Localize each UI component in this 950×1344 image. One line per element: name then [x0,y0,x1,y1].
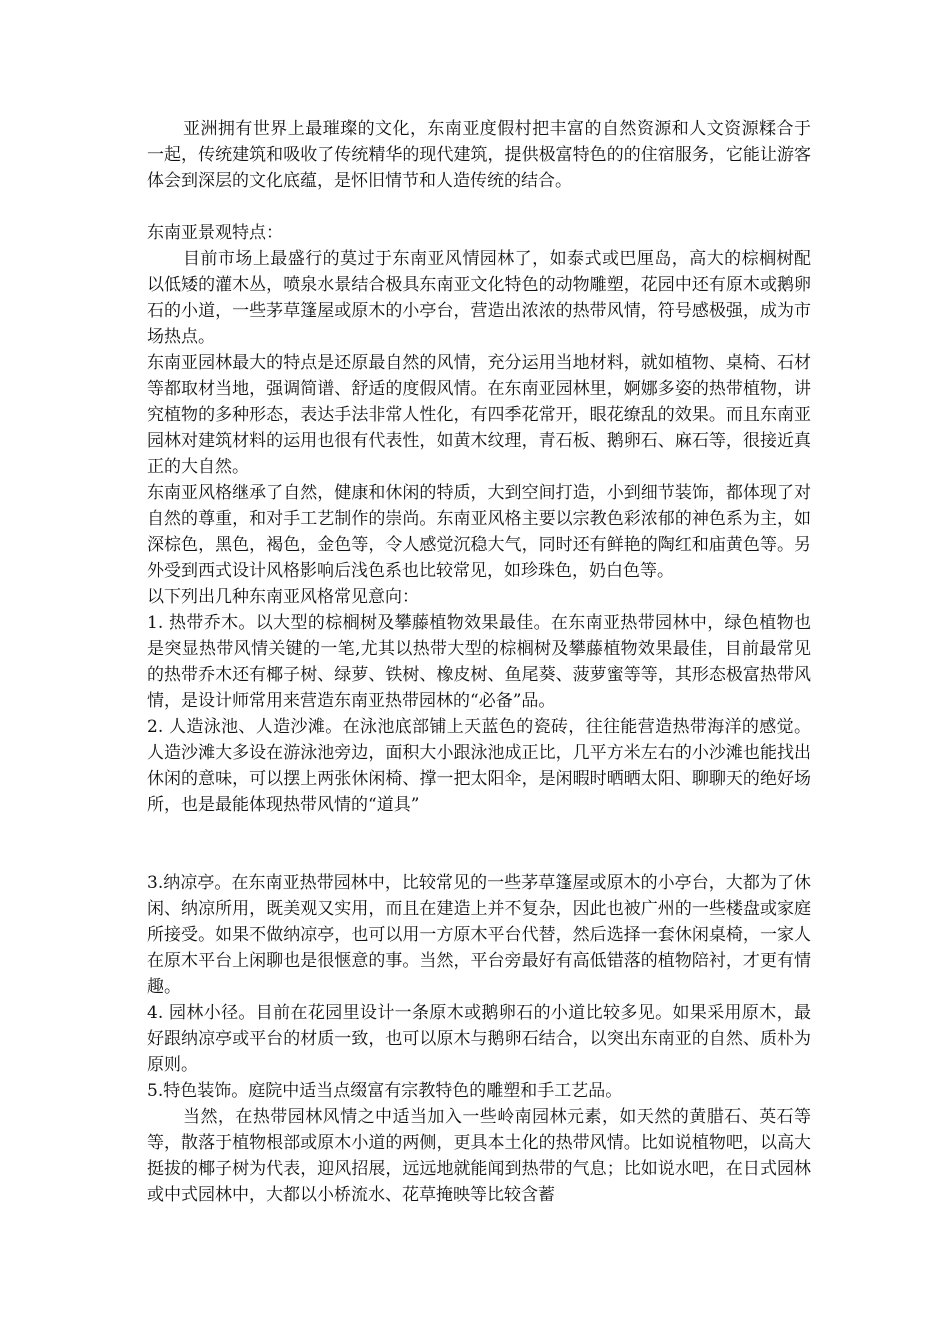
list-item-pool-beach: 2. 人造泳池、人造沙滩。在泳池底部铺上天蓝色的瓷砖，往往能营造热带海洋的感觉。人造沙滩大多设在游泳池旁边，面积大小跟泳池成正比，几平方米左右的小沙滩也能找出休闲的意味，可以摆上两张休闲椅、撑一把太阳伞，是闲暇时晒晒太阳、聊聊天的绝好场所，也是最能体现热带风情的“道具” [147,717,811,815]
document-body [147,116,811,1208]
list-item-tropical-trees: 1. 热带乔木。以大型的棕榈树及攀藤植物效果最佳。在东南亚热带园林中，绿色植物也是突显热带风情关键的一笔,尤其以热带大型的棕榈树及攀藤植物效果最佳，目前最常见的热带乔木还有椰子树、绿萝、铁树、橡皮树、鱼尾葵、菠萝蜜等等，其形态极富热带风情，是设计师常用来营造东南亚热带园林的“必备”品。 [147,613,811,711]
blank-lines [147,818,811,870]
blank-line [147,194,811,220]
list-item-decoration: 5.特色装饰。庭院中适当点缀富有宗教特色的雕塑和手工艺品。 [147,1081,623,1101]
paragraph-biggest-feature: 东南亚园林最大的特点是还原最自然的风情，充分运用当地材料，就如植物、桌椅、石材等都取材当地，强调简谱、舒适的度假风情。在东南亚园林里，婀娜多姿的热带植物，讲究植物的多种形态，表达手法非常人性化，有四季花常开，眼花缭乱的效果。而且东南亚园林对建筑材料的运用也很有代表性，如黄木纹理，青石板、鹅卵石、麻石等，很接近真正的大自然。 [147,353,811,477]
list-intro: 以下列出几种东南亚风格常见意向： [147,587,419,607]
paragraph-lingnan: 当然，在热带园林风情之中适当加入一些岭南园林元素，如天然的黄腊石、英石等等，散落于植物根部或原木小道的两侧，更具本土化的热带风情。比如说植物吧，以高大挺拔的椰子树为代表，迎风招展，远远地就能闻到热带的气息；比如说水吧，在日式园林或中式园林中，大都以小桥流水、花草掩映等比较含蓄 [147,1107,811,1205]
heading-features: 东南亚景观特点： [147,223,283,243]
paragraph-style: 东南亚风格继承了自然，健康和休闲的特质，大到空间打造，小到细节装饰，都体现了对自然的尊重，和对手工艺制作的崇尚。东南亚风格主要以宗教色彩浓郁的神色系为主，如深棕色，黑色，褐色，金色等，令人感觉沉稳大气，同时还有鲜艳的陶红和庙黄色等。另外受到西式设计风格影响后浅色系也比较常见，如珍珠色，奶白色等。 [147,483,811,581]
list-item-garden-path: 4. 园林小径。目前在花园里设计一条原木或鹅卵石的小道比较多见。如果采用原木，最好跟纳凉亭或平台的材质一致，也可以原木与鹅卵石结合，以突出东南亚的自然、质朴为原则。 [147,1003,811,1075]
paragraph-intro: 亚洲拥有世界上最璀璨的文化，东南亚度假村把丰富的自然资源和人文资源糅合于一起，传统建筑和吸收了传统精华的现代建筑，提供极富特色的的住宿服务，它能让游客体会到深层的文化底蕴，是怀旧情节和人造传统的结合。 [147,119,811,191]
list-item-pavilion: 3.纳凉亭。在东南亚热带园林中，比较常见的一些茅草篷屋或原木的小亭台，大都为了休闲、纳凉所用，既美观又实用，而且在建造上并不复杂，因此也被广州的一些楼盘或家庭所接受。如果不做纳凉亭，也可以用一方原木平台代替，然后选择一套休闲桌椅，一家人在原木平台上闲聊也是很惬意的事。当然，平台旁最好有高低错落的植物陪衬，才更有情趣。 [147,873,811,997]
paragraph-market: 目前市场上最盛行的莫过于东南亚风情园林了，如泰式或巴厘岛，高大的棕榈树配以低矮的灌木丛，喷泉水景结合极具东南亚文化特色的动物雕塑，花园中还有原木或鹅卵石的小道，一些茅草篷屋或原木的小亭台，营造出浓浓的热带风情，符号感极强，成为市场热点。 [147,249,811,347]
